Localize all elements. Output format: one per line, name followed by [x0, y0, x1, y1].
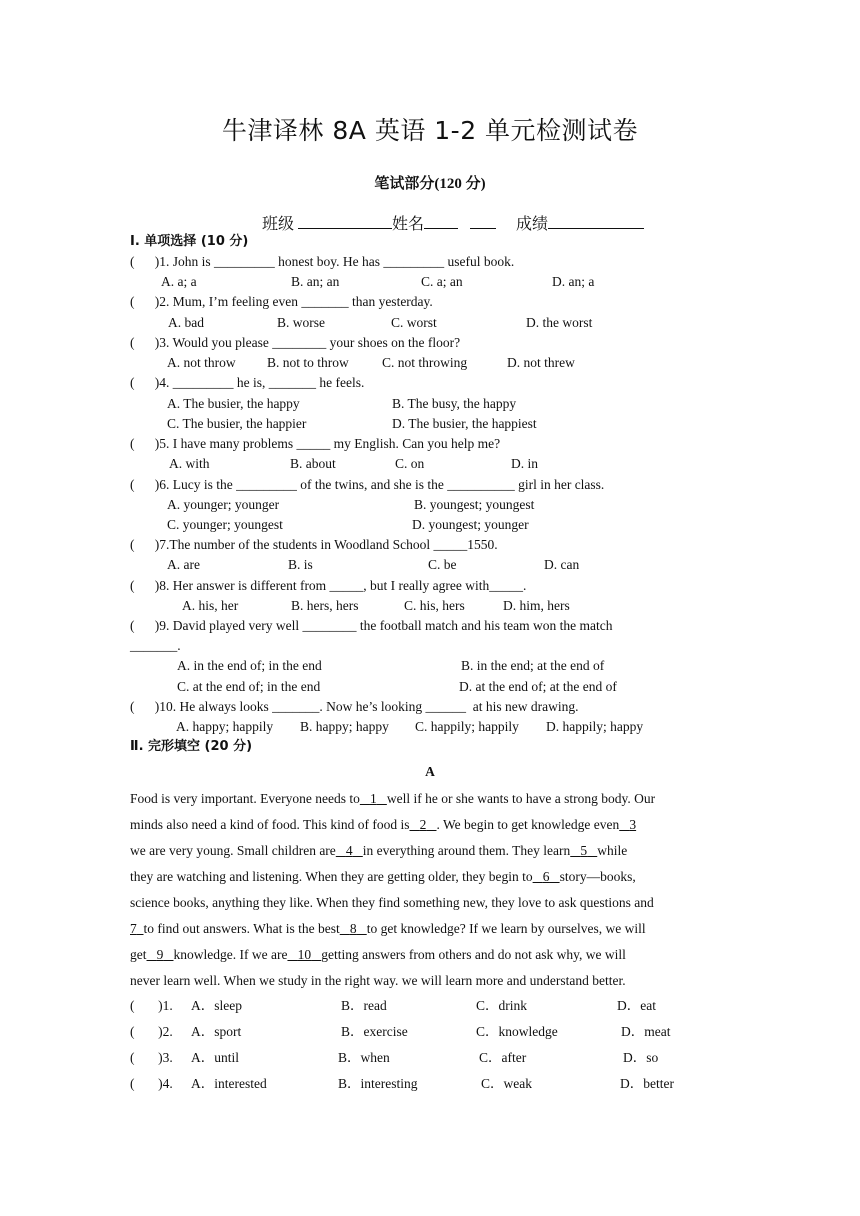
cloze-passage — [130, 786, 730, 994]
passage-line: they are watching and listening. When they are getting older, they begin to 6 story—books, — [130, 869, 636, 884]
q1-stem: ( )1. John is _________ honest boy. He has _________ useful book. — [130, 254, 515, 269]
cloze-q4-option-d[interactable]: D．better — [620, 1076, 674, 1091]
q4-option-d[interactable]: D. The busier, the happiest — [392, 416, 537, 431]
cloze-q1-option-b[interactable]: B．read — [341, 998, 387, 1013]
q7-stem: ( )7.The number of the students in Woodland School _____1550. — [130, 537, 498, 552]
class-label: 班级 — [262, 216, 295, 233]
q6-option-a[interactable]: A. younger; younger — [167, 497, 280, 512]
cloze-q1-option-c[interactable]: C．drink — [476, 998, 528, 1013]
q2-option-b[interactable]: B. worse — [277, 315, 325, 330]
q10-stem: ( )10. He always looks _______. Now he’s looking ______ at his new drawing. — [130, 699, 579, 714]
section2-heading: Ⅱ. 完形填空 (20 分) — [130, 739, 253, 754]
q6-option-d[interactable]: D. youngest; younger — [412, 517, 529, 532]
q10-option-d[interactable]: D. happily; happy — [546, 719, 644, 734]
cloze-q2-option-a[interactable]: A．sport — [191, 1024, 242, 1039]
passage-label: A — [425, 764, 435, 779]
q10-option-c[interactable]: C. happily; happily — [415, 719, 519, 734]
q7-option-b[interactable]: B. is — [288, 557, 313, 572]
cloze-blank-7[interactable]: 7 — [130, 921, 137, 936]
cloze-q2-option-b[interactable]: B．exercise — [341, 1024, 408, 1039]
q4-option-c[interactable]: C. The busier, the happier — [167, 416, 307, 431]
cloze-q1-option-d[interactable]: D．eat — [617, 998, 656, 1013]
q8-option-a[interactable]: A. his, her — [182, 598, 239, 613]
cloze-q2-number: ( )2. — [130, 1024, 173, 1039]
cloze-blank-8[interactable]: 8 — [349, 921, 357, 936]
cloze-blank-10[interactable]: 10 — [297, 947, 312, 962]
q7-option-c[interactable]: C. be — [428, 557, 457, 572]
passage-line: science books, anything they like. When they find something new, they love to ask questions and — [130, 895, 654, 910]
section1-heading: Ⅰ. 单项选择 (10 分) — [130, 234, 249, 249]
q10-option-a[interactable]: A. happy; happily — [176, 719, 274, 734]
passage-line: we are very young. Small children are 4 in everything around them. They learn 5 while — [130, 843, 628, 858]
score-blank[interactable] — [548, 214, 644, 229]
q4-option-b[interactable]: B. The busy, the happy — [392, 396, 517, 411]
q3-option-c[interactable]: C. not throwing — [382, 355, 468, 370]
cloze-q3-option-a[interactable]: A．until — [191, 1050, 240, 1065]
q1-option-c[interactable]: C. a; an — [421, 274, 463, 289]
q5-stem: ( )5. I have many problems _____ my English. Can you help me? — [130, 436, 501, 451]
q3-stem: ( )3. Would you please ________ your shoes on the floor? — [130, 335, 461, 350]
q10-option-b[interactable]: B. happy; happy — [300, 719, 389, 734]
q6-option-c[interactable]: C. younger; youngest — [167, 517, 283, 532]
cloze-blank-1[interactable]: 1 — [369, 791, 377, 806]
q8-stem: ( )8. Her answer is different from _____, but I really agree with_____. — [130, 578, 527, 593]
q9-option-c[interactable]: C. at the end of; in the end — [177, 679, 321, 694]
cloze-blank-6[interactable]: 6 — [542, 869, 550, 884]
cloze-q3-option-d[interactable]: D．so — [623, 1050, 659, 1065]
q2-option-d[interactable]: D. the worst — [526, 315, 593, 330]
q5-option-c[interactable]: C. on — [395, 456, 425, 471]
cloze-q3-option-c[interactable]: C．after — [479, 1050, 527, 1065]
q1-option-a[interactable]: A. a; a — [161, 274, 197, 289]
cloze-q2-option-c[interactable]: C．knowledge — [476, 1024, 558, 1039]
q9-option-d[interactable]: D. at the end of; at the end of — [459, 679, 617, 694]
q5-option-d[interactable]: D. in — [511, 456, 538, 471]
q9-option-a[interactable]: A. in the end of; in the end — [177, 658, 322, 673]
cloze-q2-option-d[interactable]: D．meat — [621, 1024, 671, 1039]
q4-option-a[interactable]: A. The busier, the happy — [167, 396, 300, 411]
cloze-q3-number: ( )3. — [130, 1050, 173, 1065]
q8-option-b[interactable]: B. hers, hers — [291, 598, 359, 613]
q9-option-b[interactable]: B. in the end; at the end of — [461, 658, 605, 673]
q3-option-b[interactable]: B. not to throw — [267, 355, 349, 370]
q5-option-b[interactable]: B. about — [290, 456, 336, 471]
cloze-q3-option-b[interactable]: B．when — [338, 1050, 390, 1065]
cloze-blank-9[interactable]: 9 — [156, 947, 164, 962]
q5-option-a[interactable]: A. with — [169, 456, 210, 471]
q9-stem-continued: _______. — [130, 638, 181, 653]
q2-option-a[interactable]: A. bad — [168, 315, 204, 330]
q9-stem: ( )9. David played very well ________ the football match and his team won the match — [130, 618, 613, 633]
passage-line: minds also need a kind of food. This kind of food is 2 . We begin to get knowledge even 3 — [130, 817, 637, 832]
q3-option-a[interactable]: A. not throw — [167, 355, 236, 370]
cloze-q4-option-a[interactable]: A．interested — [191, 1076, 267, 1091]
q1-option-d[interactable]: D. an; a — [552, 274, 595, 289]
score-label: 成绩 — [516, 216, 549, 233]
cloze-blank-3[interactable]: 3 — [629, 817, 637, 832]
cloze-q1-option-a[interactable]: A．sleep — [191, 998, 242, 1013]
q8-option-c[interactable]: C. his, hers — [404, 598, 465, 613]
cloze-q4-option-b[interactable]: B．interesting — [338, 1076, 418, 1091]
q3-option-d[interactable]: D. not threw — [507, 355, 575, 370]
cloze-q4-number: ( )4. — [130, 1076, 173, 1091]
q2-option-c[interactable]: C. worst — [391, 315, 437, 330]
class-blank[interactable] — [298, 214, 392, 229]
q6-stem: ( )6. Lucy is the _________ of the twins, and she is the __________ girl in her class. — [130, 477, 605, 492]
q7-option-d[interactable]: D. can — [544, 557, 580, 572]
q7-option-a[interactable]: A. are — [167, 557, 200, 572]
passage-line: never learn well. When we study in the right way. we will learn more and understand better. — [130, 973, 626, 988]
name-label: 姓名 — [392, 216, 425, 233]
name-blank[interactable] — [424, 214, 458, 229]
q1-option-b[interactable]: B. an; an — [291, 274, 340, 289]
cloze-blank-5[interactable]: 5 — [580, 843, 588, 858]
cloze-blank-2[interactable]: 2 — [419, 817, 427, 832]
cloze-blank-4[interactable]: 4 — [345, 843, 353, 858]
passage-line: Food is very important. Everyone needs to 1 well if he or she wants to have a strong body. Our — [130, 791, 656, 806]
q8-option-d[interactable]: D. him, hers — [503, 598, 570, 613]
cloze-q4-option-c[interactable]: C．weak — [481, 1076, 532, 1091]
name-blank-2[interactable] — [470, 214, 496, 229]
page-subtitle: 笔试部分(120 分) — [374, 176, 486, 192]
student-info-line — [262, 211, 644, 234]
passage-line: 7 to find out answers. What is the best 8 to get knowledge? If we learn by ourselves, we will — [130, 921, 646, 936]
q2-stem: ( )2. Mum, I’m feeling even _______ than yesterday. — [130, 294, 433, 309]
page-title: 牛津译林 8A 英语 1-2 单元检测试卷 — [221, 116, 639, 145]
q6-option-b[interactable]: B. youngest; youngest — [414, 497, 535, 512]
q4-stem: ( )4. _________ he is, _______ he feels. — [130, 375, 365, 390]
passage-line: get 9 knowledge. If we are 10 getting answers from others and do not ask why, we will — [130, 947, 626, 962]
cloze-q1-number: ( )1. — [130, 998, 173, 1013]
